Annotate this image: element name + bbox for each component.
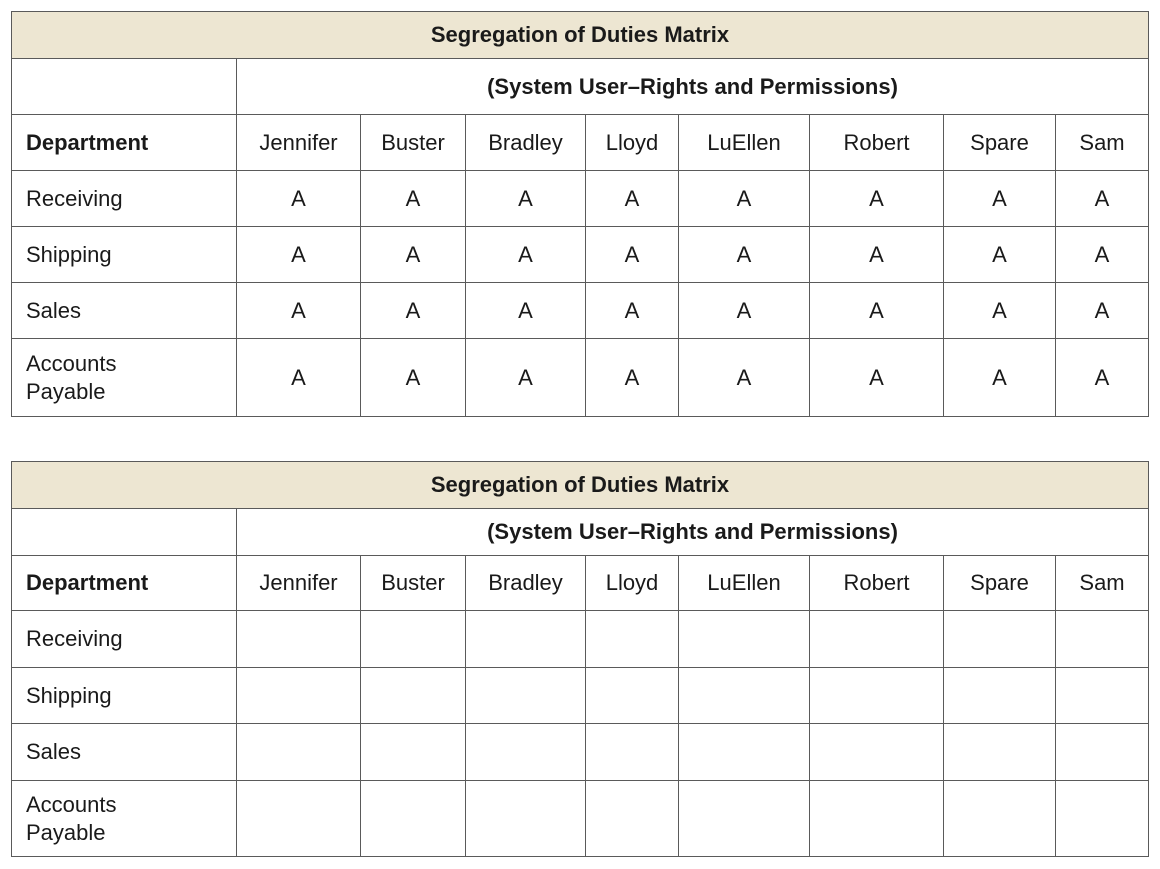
department-cell: Sales [12,724,237,781]
user-header-sam: Sam [1056,556,1149,611]
permission-cell[interactable] [361,724,466,781]
permission-cell[interactable] [679,781,810,857]
matrix-subtitle: (System User–Rights and Permissions) [237,509,1149,556]
permission-cell[interactable] [586,668,679,724]
permission-cell: A [237,283,361,339]
permission-cell[interactable] [237,724,361,781]
user-header-robert: Robert [810,115,944,171]
department-line: Accounts [26,350,117,376]
permission-cell[interactable] [679,611,810,668]
permission-cell: A [466,339,586,417]
permission-cell[interactable] [237,781,361,857]
permission-cell: A [810,283,944,339]
user-header-buster: Buster [361,115,466,171]
permission-cell[interactable] [679,668,810,724]
permission-cell: A [679,227,810,283]
permission-cell: A [361,339,466,417]
permission-cell[interactable] [361,611,466,668]
permission-cell[interactable] [810,781,944,857]
permission-cell[interactable] [466,781,586,857]
permission-cell[interactable] [810,668,944,724]
matrix-subtitle: (System User–Rights and Permissions) [237,59,1149,115]
segregation-matrix-filled [11,11,1149,417]
user-header-lloyd: Lloyd [586,556,679,611]
permission-cell[interactable] [944,668,1056,724]
permission-cell: A [586,339,679,417]
permission-cell[interactable] [466,724,586,781]
permission-cell: A [944,227,1056,283]
department-cell [12,781,237,857]
department-header: Department [12,556,237,611]
user-header-buster: Buster [361,556,466,611]
table-row [12,781,1149,857]
permission-cell: A [810,339,944,417]
user-header-sam: Sam [1056,115,1149,171]
department-line: Accounts [26,791,117,817]
permission-cell: A [466,171,586,227]
department-cell: Shipping [12,668,237,724]
table-row [12,611,1149,668]
permission-cell: A [466,283,586,339]
permission-cell: A [1056,339,1149,417]
department-line: Payable [26,819,106,845]
department-cell [12,339,237,417]
permission-cell: A [944,339,1056,417]
permission-cell[interactable] [810,724,944,781]
permission-cell: A [679,339,810,417]
user-header-lloyd: Lloyd [586,115,679,171]
permission-cell: A [586,171,679,227]
empty-corner-cell [12,59,237,115]
permission-cell[interactable] [944,724,1056,781]
matrix-title: Segregation of Duties Matrix [12,462,1149,509]
user-header-bradley: Bradley [466,556,586,611]
user-header-jennifer: Jennifer [237,556,361,611]
user-header-bradley: Bradley [466,115,586,171]
user-header-spare: Spare [944,556,1056,611]
permission-cell: A [237,171,361,227]
permission-cell: A [1056,227,1149,283]
department-cell: Receiving [12,611,237,668]
table-row [12,227,1149,283]
permission-cell: A [237,339,361,417]
permission-cell: A [466,227,586,283]
department-cell: Sales [12,283,237,339]
table-row [12,283,1149,339]
department-header: Department [12,115,237,171]
matrix-title: Segregation of Duties Matrix [12,12,1149,59]
permission-cell[interactable] [586,611,679,668]
permission-cell: A [810,171,944,227]
permission-cell[interactable] [586,781,679,857]
permission-cell[interactable] [361,781,466,857]
permission-cell: A [361,283,466,339]
permission-cell[interactable] [1056,724,1149,781]
table-row [12,339,1149,417]
permission-cell: A [679,283,810,339]
permission-cell: A [361,171,466,227]
user-header-luellen: LuEllen [679,556,810,611]
permission-cell: A [237,227,361,283]
permission-cell: A [361,227,466,283]
permission-cell: A [944,283,1056,339]
permission-cell[interactable] [237,668,361,724]
permission-cell[interactable] [237,611,361,668]
permission-cell[interactable] [944,781,1056,857]
permission-cell: A [679,171,810,227]
permission-cell[interactable] [586,724,679,781]
user-header-jennifer: Jennifer [237,115,361,171]
permission-cell[interactable] [1056,781,1149,857]
permission-cell: A [944,171,1056,227]
permission-cell[interactable] [1056,611,1149,668]
segregation-matrix-blank [11,461,1149,857]
permission-cell: A [810,227,944,283]
permission-cell[interactable] [679,724,810,781]
permission-cell: A [1056,171,1149,227]
permission-cell[interactable] [466,611,586,668]
empty-corner-cell [12,509,237,556]
department-line: Payable [26,378,106,404]
department-cell: Receiving [12,171,237,227]
table-row [12,724,1149,781]
user-header-luellen: LuEllen [679,115,810,171]
permission-cell[interactable] [944,611,1056,668]
table-row [12,171,1149,227]
department-cell: Shipping [12,227,237,283]
permission-cell[interactable] [1056,668,1149,724]
permission-cell: A [1056,283,1149,339]
permission-cell[interactable] [466,668,586,724]
permission-cell: A [586,227,679,283]
permission-cell[interactable] [810,611,944,668]
permission-cell[interactable] [361,668,466,724]
user-header-spare: Spare [944,115,1056,171]
table-row [12,668,1149,724]
user-header-robert: Robert [810,556,944,611]
permission-cell: A [586,283,679,339]
